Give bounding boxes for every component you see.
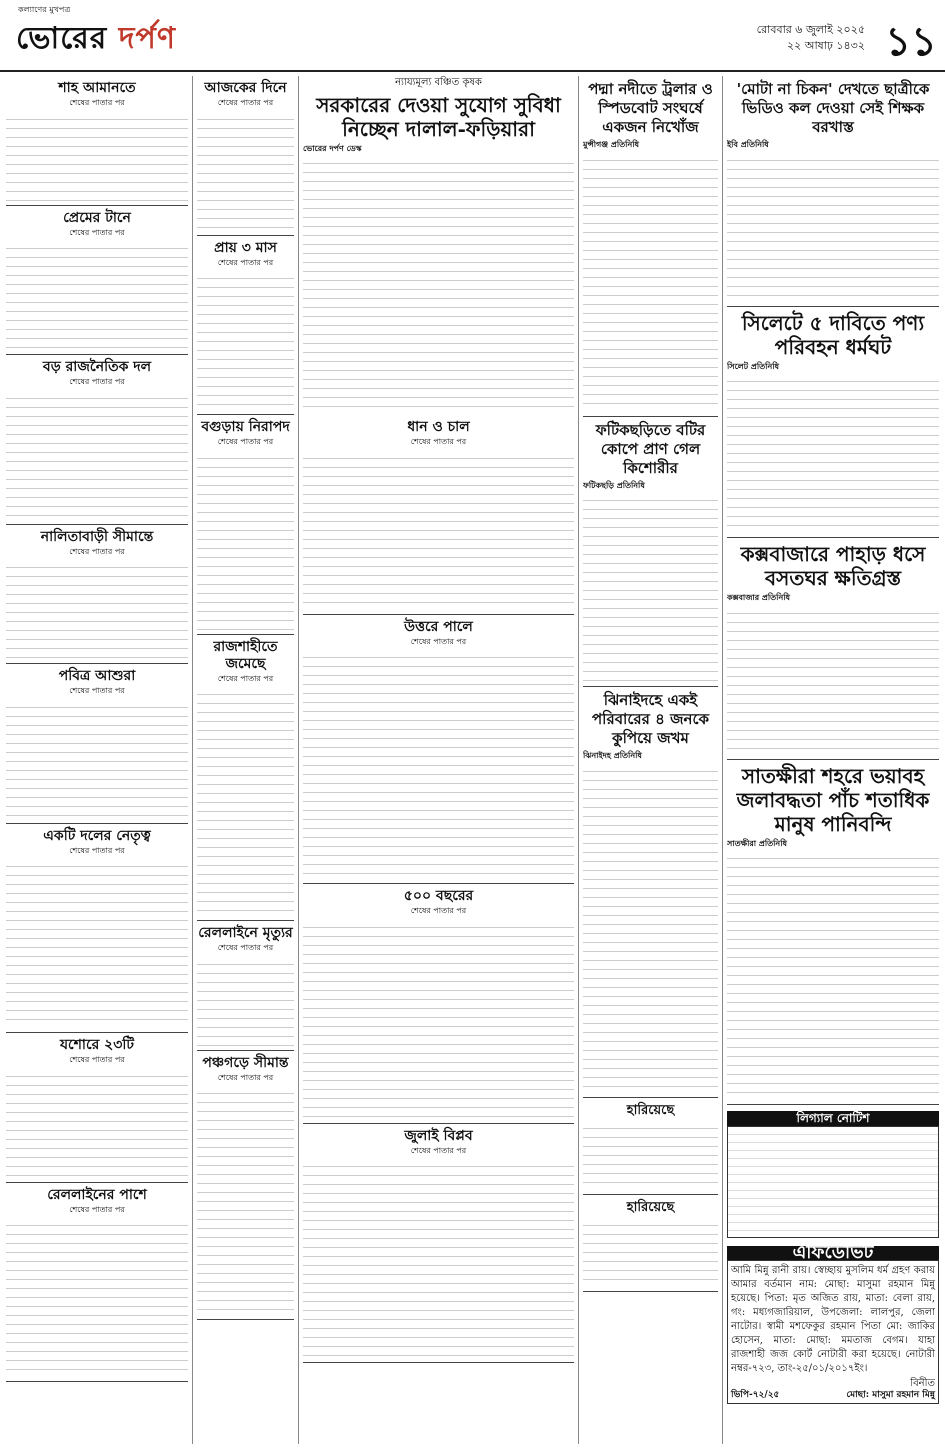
article-headline: ঝিনাইদহে একই পরিবারের ৪ জনকে কুপিয়ে জখম	[591, 691, 710, 747]
article	[727, 764, 939, 1106]
article-byline: মুন্সীগঞ্জ প্রতিনিধি	[583, 139, 639, 149]
article	[197, 925, 294, 1051]
legal-notice-title: লিগ্যাল নোটিশ	[727, 1111, 939, 1126]
divider	[583, 686, 718, 687]
article-headline: পবিত্র আশুরা	[58, 668, 136, 684]
article-byline: সিলেট প্রতিনিধি	[727, 360, 779, 371]
article-body-text	[197, 1085, 294, 1315]
article-headline: রেললাইনে মৃত্যুর	[198, 925, 293, 941]
divider	[583, 1291, 718, 1292]
lead-byline: ভোরের দর্পণ ডেস্ক	[303, 142, 362, 153]
column-4	[583, 76, 718, 1444]
legal-notice-body	[727, 1126, 939, 1238]
article-headline: 'মোটা না চিকন' দেখতে ছাত্রীকে ভিডিও কল দেওয়া সেই শিক্ষক বরখাস্ত	[736, 80, 930, 136]
divider	[303, 1362, 574, 1363]
article	[727, 311, 939, 539]
article-body-text	[303, 919, 574, 1119]
divider	[197, 1319, 294, 1320]
article	[583, 1199, 718, 1292]
divider	[197, 414, 294, 415]
article-body-text	[583, 1217, 718, 1287]
article-body-text	[303, 649, 574, 879]
newspaper-logo	[16, 5, 177, 65]
continued-from: শেষের পাতার পর	[217, 257, 274, 267]
divider	[6, 354, 188, 355]
article-body-text	[583, 492, 718, 682]
continued-from: শেষের পাতার পর	[410, 906, 467, 915]
column-rule	[578, 76, 579, 1444]
article-body-text	[6, 1217, 188, 1377]
continued-from: শেষের পাতার পর	[410, 437, 467, 446]
divider	[6, 524, 188, 525]
article-headline: রেললাইনের পাশে	[47, 1186, 147, 1203]
article-body-text	[6, 111, 188, 201]
article	[727, 80, 939, 307]
column-1	[6, 76, 188, 1444]
divider	[6, 205, 188, 206]
column-rule	[722, 76, 723, 1444]
logo-part-b: দর্পণ	[118, 21, 177, 56]
article	[197, 639, 294, 922]
article-body-text	[583, 1120, 718, 1190]
article	[6, 828, 188, 1034]
continued-from: শেষের পাতার পর	[69, 1055, 125, 1064]
divider	[727, 306, 939, 307]
article-body-text	[6, 240, 188, 350]
article	[303, 619, 574, 885]
article-headline: সাতক্ষীরা শহরে ভয়াবহ জলাবদ্ধতা পাঁচ শতাধিক মানুষ পানিবন্দি	[736, 763, 930, 836]
divider	[197, 235, 294, 236]
article-byline: ঝিনাইদহ প্রতিনিধি	[583, 750, 642, 760]
article-headline: বগুড়ায় নিরাপদ	[201, 419, 290, 435]
continued-from: শেষের পাতার পর	[410, 636, 467, 646]
column-rule	[192, 76, 193, 1444]
article-body-text	[727, 152, 939, 302]
article	[583, 1102, 718, 1195]
continued-from: শেষের পাতার পর	[217, 943, 274, 952]
continued-from: শেষের পাতার পর	[69, 227, 125, 237]
continued-from: শেষের পাতার পর	[69, 1204, 125, 1214]
article-headline: একটি দলের নেতৃত্ব	[43, 827, 151, 844]
article-body-text	[6, 390, 188, 520]
article-headline: প্রায় ৩ মাস	[214, 239, 277, 256]
page-number: ১১	[885, 19, 937, 65]
article	[583, 691, 718, 1098]
article-headline: ধান ও চাল	[407, 419, 470, 435]
article-body-text	[583, 152, 718, 412]
divider	[727, 759, 939, 760]
article	[197, 419, 294, 635]
article-headline: প্রেমের টানে	[63, 209, 131, 226]
article	[583, 80, 718, 417]
date-gregorian: রোববার ৬ জুলাই ২০২৫	[756, 23, 865, 36]
tagline: কল্যাণের মুখপত্র	[18, 5, 71, 14]
affidavit-box	[727, 1260, 939, 1404]
article	[303, 888, 574, 1124]
divider	[197, 634, 294, 635]
article-headline: যশোরে ২৩টি	[59, 1037, 135, 1053]
lead-kicker: ন্যায্যমূল্য বঞ্চিত কৃষক	[395, 77, 482, 88]
divider	[727, 537, 939, 538]
article-body-text	[6, 1068, 188, 1178]
article	[6, 359, 188, 525]
article-body-text	[303, 450, 574, 610]
continued-from: শেষের পাতার পর	[410, 1145, 467, 1155]
article-body-text	[197, 956, 294, 1046]
logo-part-a: ভোরের	[16, 21, 108, 56]
article-body-text	[727, 373, 939, 533]
article-headline: কক্সবাজারে পাহাড় ধসে বসতঘর ক্ষতিগ্রস্ত	[740, 542, 926, 590]
continued-from: শেষের পাতার পর	[69, 686, 125, 695]
continued-from: শেষের পাতার পর	[217, 437, 274, 446]
divider	[6, 823, 188, 824]
article-body-text	[727, 605, 939, 755]
column-rule	[298, 76, 299, 1444]
divider	[303, 614, 574, 615]
article	[6, 210, 188, 356]
divider	[727, 1104, 939, 1105]
article	[583, 421, 718, 688]
masthead	[0, 0, 945, 72]
continued-from: শেষের পাতার পর	[69, 845, 125, 855]
continued-from: শেষের পাতার পর	[69, 546, 125, 556]
article	[6, 1187, 188, 1383]
article-body-text	[6, 858, 188, 1028]
continued-from: শেষের পাতার পর	[217, 673, 274, 683]
article-headline: সিলেটে ৫ দাবিতে পণ্য পরিবহন ধর্মঘট	[741, 310, 925, 359]
affidavit-name: মোছা: মাসুমা রহমান মিন্নু	[846, 1389, 935, 1400]
continued-from: শেষের পাতার পর	[217, 98, 274, 107]
column-3	[303, 76, 574, 1444]
article	[197, 80, 294, 236]
divider	[303, 1123, 574, 1124]
article	[6, 80, 188, 206]
date-bengali: ২২ আষাঢ় ১৪৩২	[787, 39, 865, 52]
affidavit-ref: ভিপি-৭২/২৫	[731, 1389, 780, 1400]
article-body-text	[727, 850, 939, 1100]
article-headline: আজকের দিনে	[204, 80, 287, 96]
article-body-text	[6, 699, 188, 819]
divider	[303, 883, 574, 884]
article	[6, 1037, 188, 1183]
lead-body-text	[303, 155, 574, 415]
article-headline: বড় রাজনৈতিক দল	[42, 359, 152, 375]
article-body-text	[197, 686, 294, 916]
divider	[583, 416, 718, 417]
article-headline: রাজশাহীতে জমেছে	[213, 638, 278, 672]
article-body-text	[303, 1158, 574, 1358]
article-headline: হারিয়েছে	[626, 1199, 675, 1215]
article	[197, 1055, 294, 1321]
affidavit-text: আমি মিন্নু রানী রায়। স্বেচ্ছায় মুসলিম ধর্ম গ্রহণ করায় আমার বর্তমান নাম: মোছা: মাসুমা রহমান মিন্নু হয়েছে। পিতা: মৃত অজিত রায়, মাতা: বেলা রায়, গং: মধ্যগজারিয়াল, উপজেলা: লালপুর, জেলা নাটোর। স্বামী মশফেকুর রহমান পিতা মো: জাকির হোসেন, মাতা: মোছা: মমতাজ বেগম। যাহা রাজশাহী জজ কোর্ট নোটারী করা হয়েছে। নোটারী নম্বর-৭২৩, তাং-২৫/০১/২০১৭ইং।	[731, 1265, 935, 1374]
article-body-text	[197, 270, 294, 410]
article-headline: পঞ্চগড়ে সীমান্ত	[202, 1054, 289, 1071]
article-headline: হারিয়েছে	[626, 1102, 675, 1118]
article-body-text	[583, 763, 718, 1093]
article	[197, 240, 294, 416]
continued-from: শেষের পাতার পর	[217, 1072, 274, 1082]
article-headline: ফটিকছড়িতে বটির কোপে প্রাণ গেল কিশোরীর	[595, 420, 706, 477]
affidavit-sign: বিনীত	[910, 1378, 935, 1389]
continued-from: শেষের পাতার পর	[69, 98, 125, 107]
divider	[583, 1097, 718, 1098]
column-5	[727, 76, 939, 1444]
article-headline: নালিতাবাড়ী সীমান্তে	[40, 528, 154, 545]
article-byline: ফটিকছড়ি প্রতিনিধি	[583, 479, 645, 490]
article-body-text	[197, 111, 294, 231]
article	[6, 668, 188, 824]
article-headline: উত্তরে পালে	[404, 618, 473, 635]
article	[303, 1128, 574, 1364]
divider	[197, 920, 294, 921]
article-byline: কক্সবাজার প্রতিনিধি	[727, 592, 791, 602]
divider	[6, 1032, 188, 1033]
article-headline: জুলাই বিপ্লব	[404, 1127, 473, 1144]
article-byline: সাতক্ষীরা প্রতিনিধি	[727, 837, 787, 848]
column-2	[197, 76, 294, 1444]
divider	[583, 1194, 718, 1195]
divider	[197, 1050, 294, 1051]
article	[6, 529, 188, 665]
article-byline: ইবি প্রতিনিধি	[727, 139, 769, 149]
article-headline: পদ্মা নদীতে ট্রলার ও স্পিডবোট সংঘর্ষে একজন নিখোঁজ	[588, 80, 713, 136]
lead-headline: সরকারের দেওয়া সুযোগ সুবিধা নিচ্ছেন দালাল-ফড়িয়ারা	[316, 92, 561, 141]
affidavit-title: এফিডেভিট	[727, 1246, 939, 1261]
divider	[6, 1381, 188, 1382]
article-headline: শাহ আমানতে	[58, 80, 136, 96]
article-headline: ৫০০ বছরের	[403, 888, 474, 904]
article	[303, 419, 574, 615]
divider	[6, 1182, 188, 1183]
article	[727, 542, 939, 760]
divider	[6, 663, 188, 664]
continued-from: শেষের পাতার পর	[69, 377, 125, 386]
article-body-text	[197, 450, 294, 630]
article-body-text	[6, 559, 188, 659]
dateline	[757, 22, 865, 54]
